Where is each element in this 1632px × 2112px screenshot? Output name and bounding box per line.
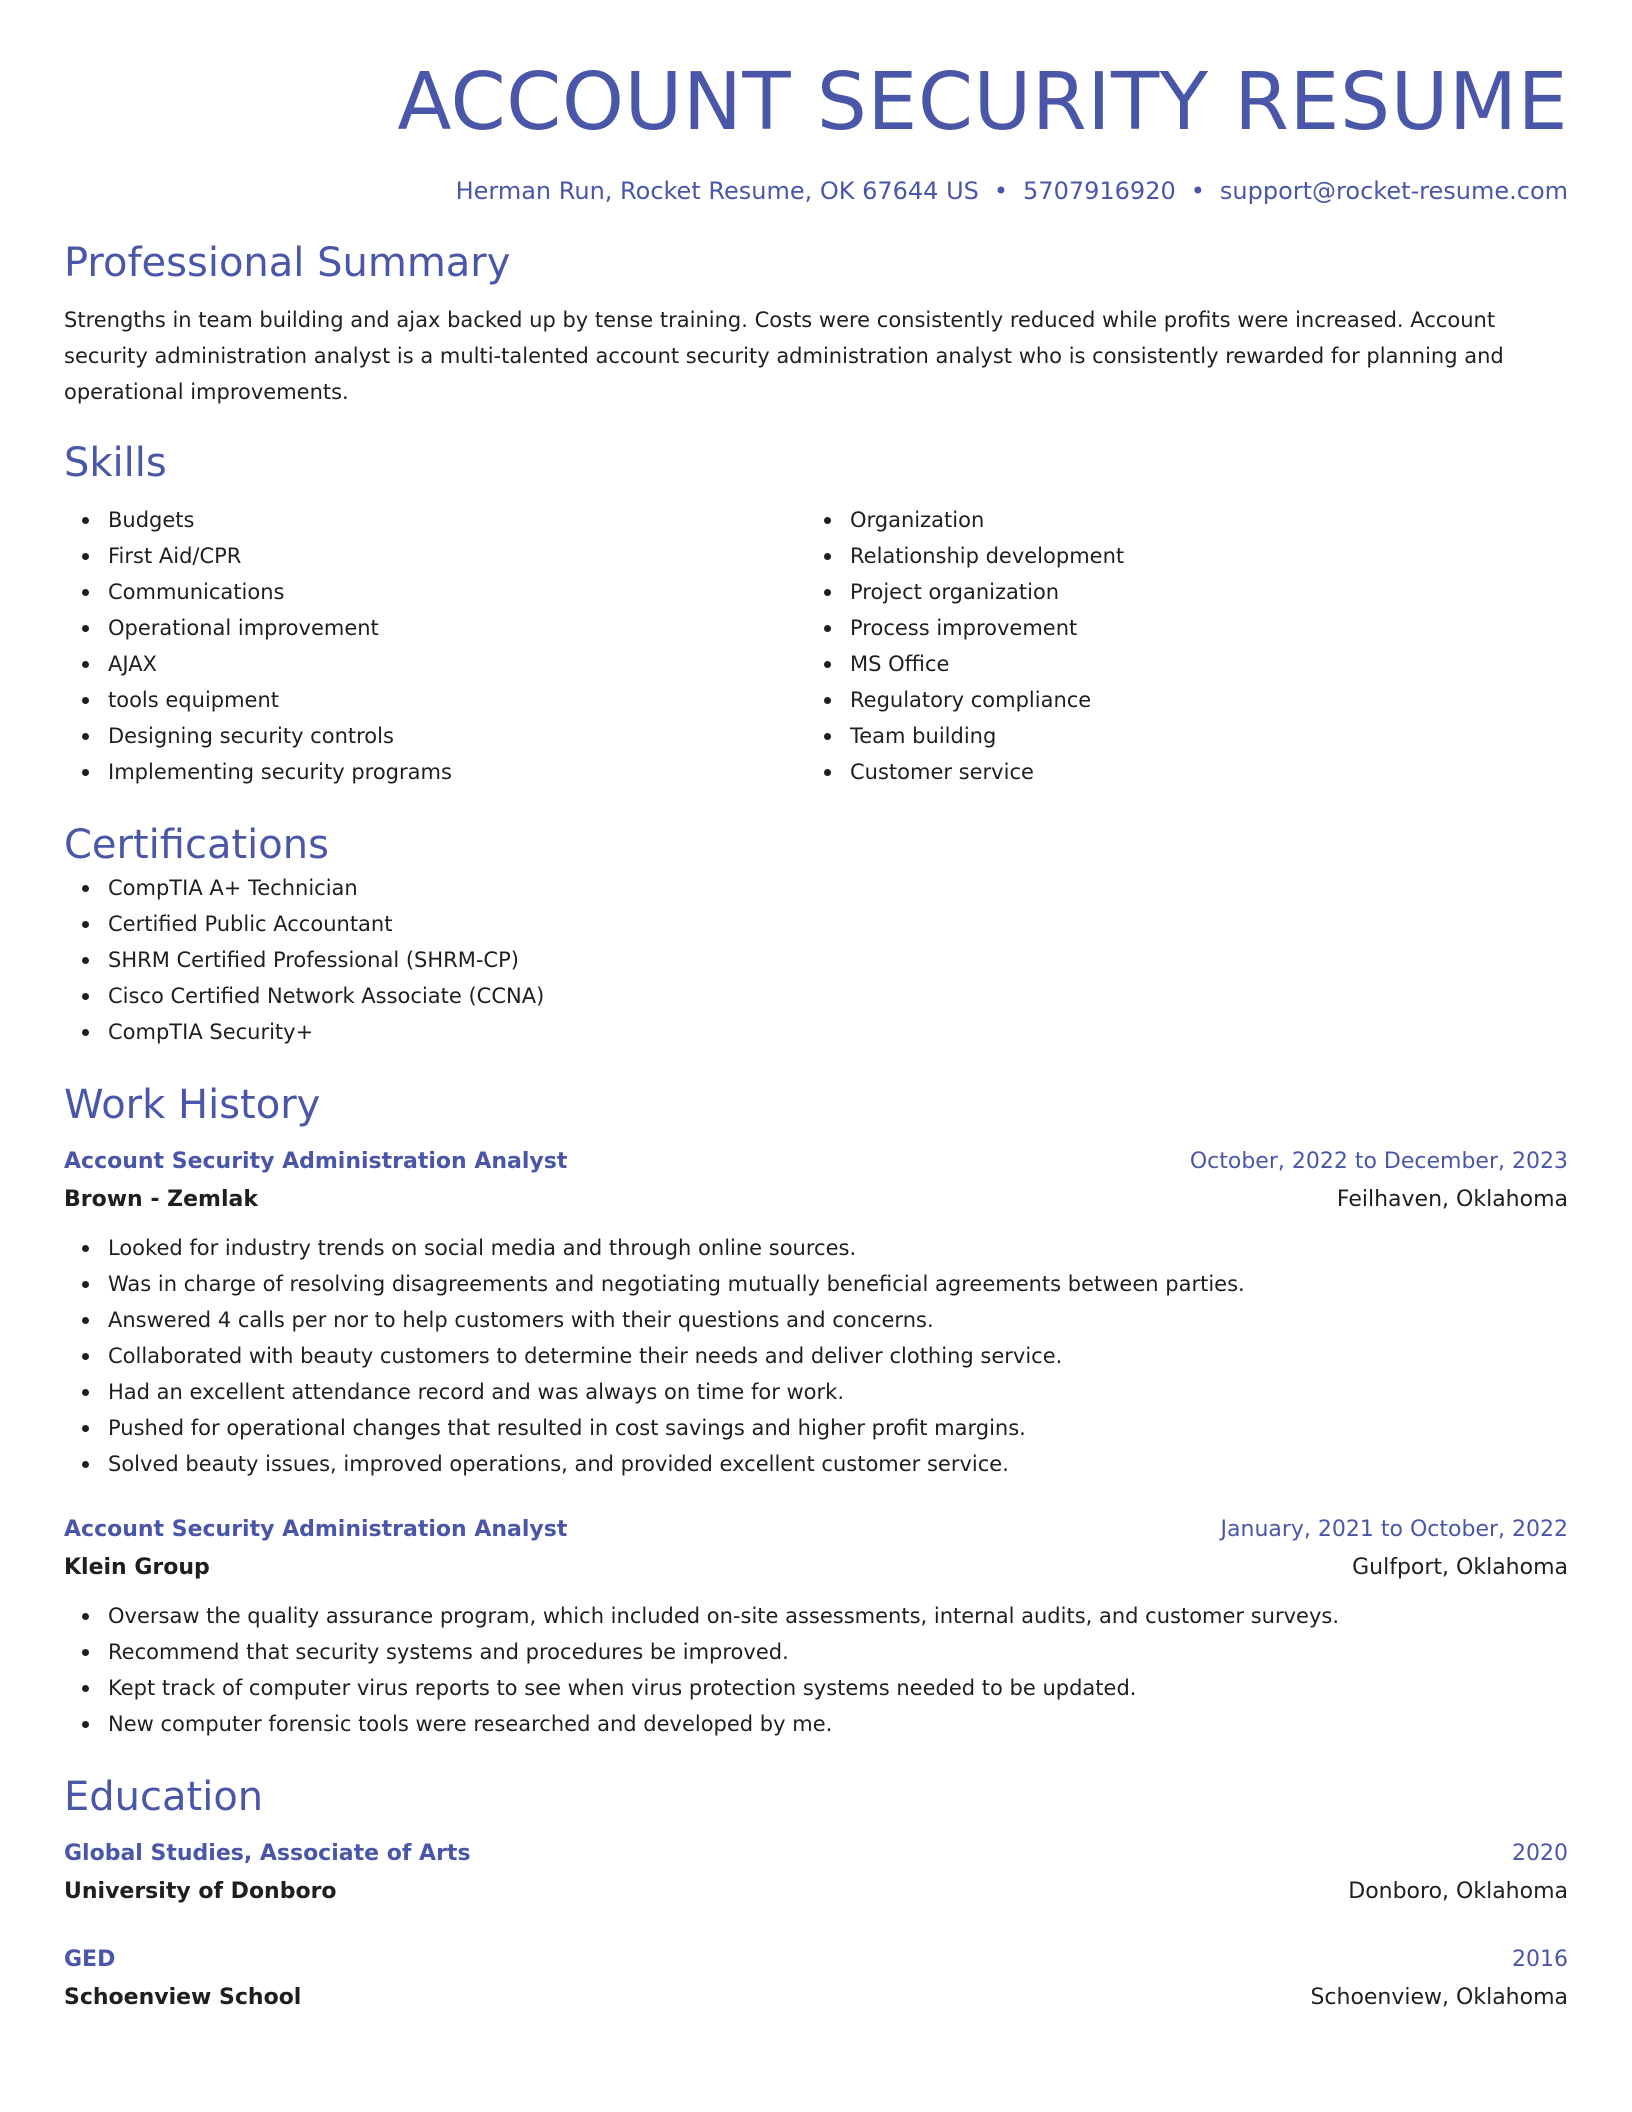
job-company-row [64,1548,1568,1588]
education-year: 2020 [1512,1841,1568,1866]
contact-phone: 5707916920 [1023,177,1176,205]
skill-item: Operational improvement [108,610,806,646]
job-entry [64,1144,1568,1482]
skill-item: Process improvement [850,610,1548,646]
education-degree: GED [64,1947,116,1972]
certifications-heading: Certifications [64,822,329,868]
skill-item: Communications [108,574,806,610]
certification-item: SHRM Certified Professional (SHRM-CP) [108,942,1568,978]
contact-email: support@rocket-resume.com [1219,177,1568,205]
job-bullet: Kept track of computer virus reports to see when virus protection systems needed to be updated. [108,1670,1568,1706]
education-heading: Education [64,1774,264,1820]
job-bullet: Pushed for operational changes that resulted in cost savings and higher profit margins. [108,1410,1568,1446]
skill-item: Team building [850,718,1548,754]
certification-item: Cisco Certified Network Associate (CCNA) [108,978,1568,1014]
education-location: Donboro, Oklahoma [1348,1879,1568,1904]
skill-item: Customer service [850,754,1548,790]
skill-item: First Aid/CPR [108,538,806,574]
job-bullets [64,1598,1568,1742]
skills-grid [64,502,1568,790]
job-location: Gulfport, Oklahoma [1352,1555,1568,1580]
education-school-row [64,1872,1568,1912]
skills-list-left [64,502,806,790]
job-bullet: Looked for industry trends on social media and through online sources. [108,1230,1568,1266]
education-school: Schoenview School [64,1985,302,2010]
job-bullet: Was in charge of resolving disagreements and negotiating mutually beneficial agreements between parties. [108,1266,1568,1302]
resume-name: ACCOUNT SECURITY RESUME [397,56,1568,148]
education-location: Schoenview, Oklahoma [1310,1985,1568,2010]
education-entry [64,1942,1568,2018]
job-company: Klein Group [64,1555,210,1580]
contact-separator: • [1190,177,1205,205]
resume-page [64,0,1568,2018]
skills-column-right [806,502,1548,790]
job-bullet: Solved beauty issues, improved operations, and provided excellent customer service. [108,1446,1568,1482]
education-year: 2016 [1512,1947,1568,1972]
job-entry [64,1512,1568,1742]
skill-item: Project organization [850,574,1548,610]
job-bullets [64,1230,1568,1482]
job-title-row [64,1512,1568,1548]
skill-item: Relationship development [850,538,1548,574]
job-title: Account Security Administration Analyst [64,1149,568,1174]
contact-line [64,174,1568,208]
summary-heading: Professional Summary [64,240,511,286]
certification-item: CompTIA Security+ [108,1014,1568,1050]
job-title-row [64,1144,1568,1180]
skill-item: Organization [850,502,1548,538]
summary-text: Strengths in team building and ajax backed up by tense training. Costs were consistently reduced while profits were increased. Account security administration analyst is a multi-talented account security administration analyst who is consistently rewarded for planning and operational improvements. [64,308,1504,404]
education-degree-row [64,1942,1568,1978]
contact-address: Herman Run, Rocket Resume, OK 67644 US [455,177,979,205]
job-company-row [64,1180,1568,1220]
job-bullet: Answered 4 calls per nor to help customers with their questions and concerns. [108,1302,1568,1338]
skill-item: Implementing security programs [108,754,806,790]
job-dates: October, 2022 to December, 2023 [1189,1149,1568,1174]
education-school-row [64,1978,1568,2018]
job-bullet: Had an excellent attendance record and was always on time for work. [108,1374,1568,1410]
skill-item: Budgets [108,502,806,538]
education-entry [64,1836,1568,1912]
skill-item: Regulatory compliance [850,682,1548,718]
education-school: University of Donboro [64,1879,337,1904]
education-degree: Global Studies, Associate of Arts [64,1841,471,1866]
education-degree-row [64,1836,1568,1872]
job-bullet: New computer forensic tools were researched and developed by me. [108,1706,1568,1742]
job-location: Feilhaven, Oklahoma [1336,1187,1568,1212]
skill-item: Designing security controls [108,718,806,754]
skills-heading: Skills [64,440,167,486]
skill-item: AJAX [108,646,806,682]
skills-column-left [64,502,806,790]
certifications-list [64,870,1568,1050]
job-bullet: Oversaw the quality assurance program, which included on-site assessments, internal audits, and customer surveys. [108,1598,1568,1634]
certification-item: Certified Public Accountant [108,906,1568,942]
skill-item: tools equipment [108,682,806,718]
job-bullet: Recommend that security systems and procedures be improved. [108,1634,1568,1670]
job-title: Account Security Administration Analyst [64,1517,568,1542]
job-bullet: Collaborated with beauty customers to determine their needs and deliver clothing service. [108,1338,1568,1374]
job-company: Brown - Zemlak [64,1187,258,1212]
job-dates: January, 2021 to October, 2022 [1220,1517,1568,1542]
work-history-heading: Work History [64,1082,321,1128]
certification-item: CompTIA A+ Technician [108,870,1568,906]
skills-list-right [806,502,1548,790]
skill-item: MS Office [850,646,1548,682]
contact-separator: • [993,177,1009,205]
